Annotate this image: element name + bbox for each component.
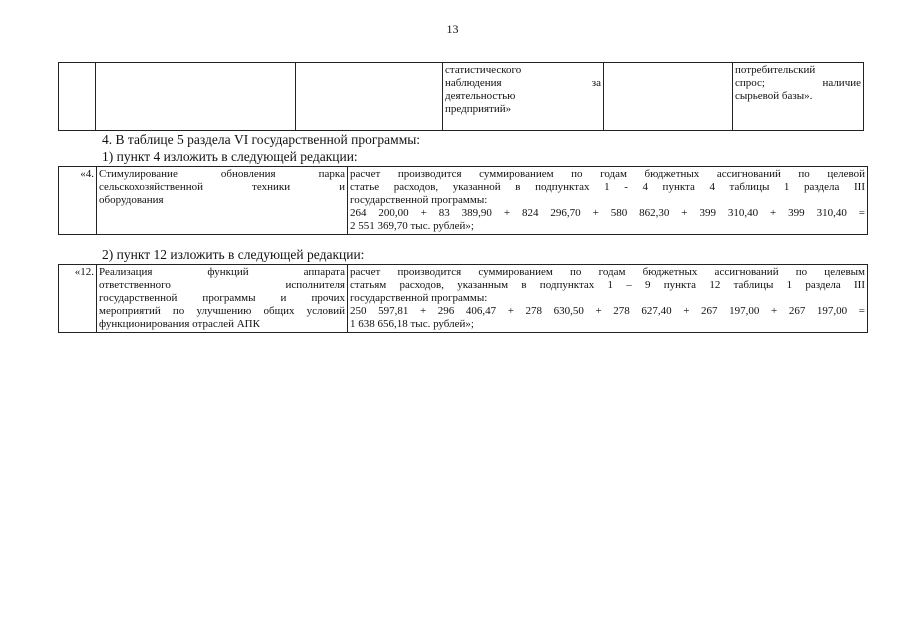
row4-number: «4. (59, 167, 97, 235)
row4-calc-line: 2 551 369,70 тыс. рублей»; (350, 220, 474, 232)
heading-table5: 4. В таблице 5 раздела VI государственной программы: (102, 132, 421, 147)
top-col-2 (96, 63, 296, 131)
row12-calc-line: 250 597,81 + 296 406,47 + 278 630,50 + 278 627,40 + 267 197,00 + 267 197,00 = (350, 305, 865, 317)
top-col4-line: предприятий» (445, 103, 512, 115)
top-col-3 (296, 63, 443, 131)
heading-item4: 1) пункт 4 изложить в следующей редакции: (102, 149, 358, 164)
top-col-6 (733, 63, 864, 131)
top-col6-line: сырьевой базы». (735, 90, 813, 102)
page-number: 13 (446, 22, 459, 36)
row12-calculation (348, 265, 868, 333)
row4-calc-line: государственной программы: (350, 194, 488, 206)
row4-name (97, 167, 348, 235)
heading-item12: 2) пункт 12 изложить в следующей редакции: (102, 247, 365, 262)
row12-name-line: ответственного исполнителя (99, 279, 345, 291)
row12-name-line: функционирования отраслей АПК (99, 318, 260, 330)
top-col6-line: потребительский (735, 64, 816, 76)
top-table-fragment (58, 62, 864, 131)
row4-calc-line: 264 200,00 + 83 389,90 + 824 296,70 + 580 862,30 + 399 310,40 + 399 310,40 = (350, 207, 865, 219)
row12-number: «12. (59, 265, 97, 333)
row12-table (58, 264, 868, 333)
row12-calc-line: статьям расходов, указанным в подпунктах 1 – 9 пункта 12 таблицы 1 раздела III (350, 279, 865, 291)
row4-table (58, 166, 868, 235)
row4-name-line: сельскохозяйственной техники и (99, 181, 345, 193)
row12-calc-line: государственной программы: (350, 292, 488, 304)
top-col-4 (443, 63, 604, 131)
top-col-5 (604, 63, 733, 131)
row4-calc-line: расчет производится суммированием по годам бюджетных ассигнований по целевой (350, 168, 865, 180)
row12-name (97, 265, 348, 333)
row4-name-line: Стимулирование обновления парка (99, 168, 345, 180)
row4-calc-line: статье расходов, указанной в подпунктах 1 - 4 пункта 4 таблицы 1 раздела III (350, 181, 865, 193)
top-col6-line: спрос; наличие (735, 77, 861, 89)
row4-name-line: оборудования (99, 194, 164, 206)
row12-calc-line: расчет производится суммированием по годам бюджетных ассигнований по целевым (350, 266, 865, 278)
row12-calc-line: 1 638 656,18 тыс. рублей»; (350, 318, 474, 330)
top-col-1 (59, 63, 96, 131)
row12-name-line: Реализация функций аппарата (99, 266, 345, 278)
top-col4-line: деятельностью (445, 90, 516, 102)
row12-name-line: мероприятий по улучшению общих условий (99, 305, 345, 317)
top-col4-line: наблюдения за (445, 77, 601, 89)
row4-calculation (348, 167, 868, 235)
top-col4-line: статистического (445, 64, 522, 76)
row12-name-line: государственной программы и прочих (99, 292, 345, 304)
